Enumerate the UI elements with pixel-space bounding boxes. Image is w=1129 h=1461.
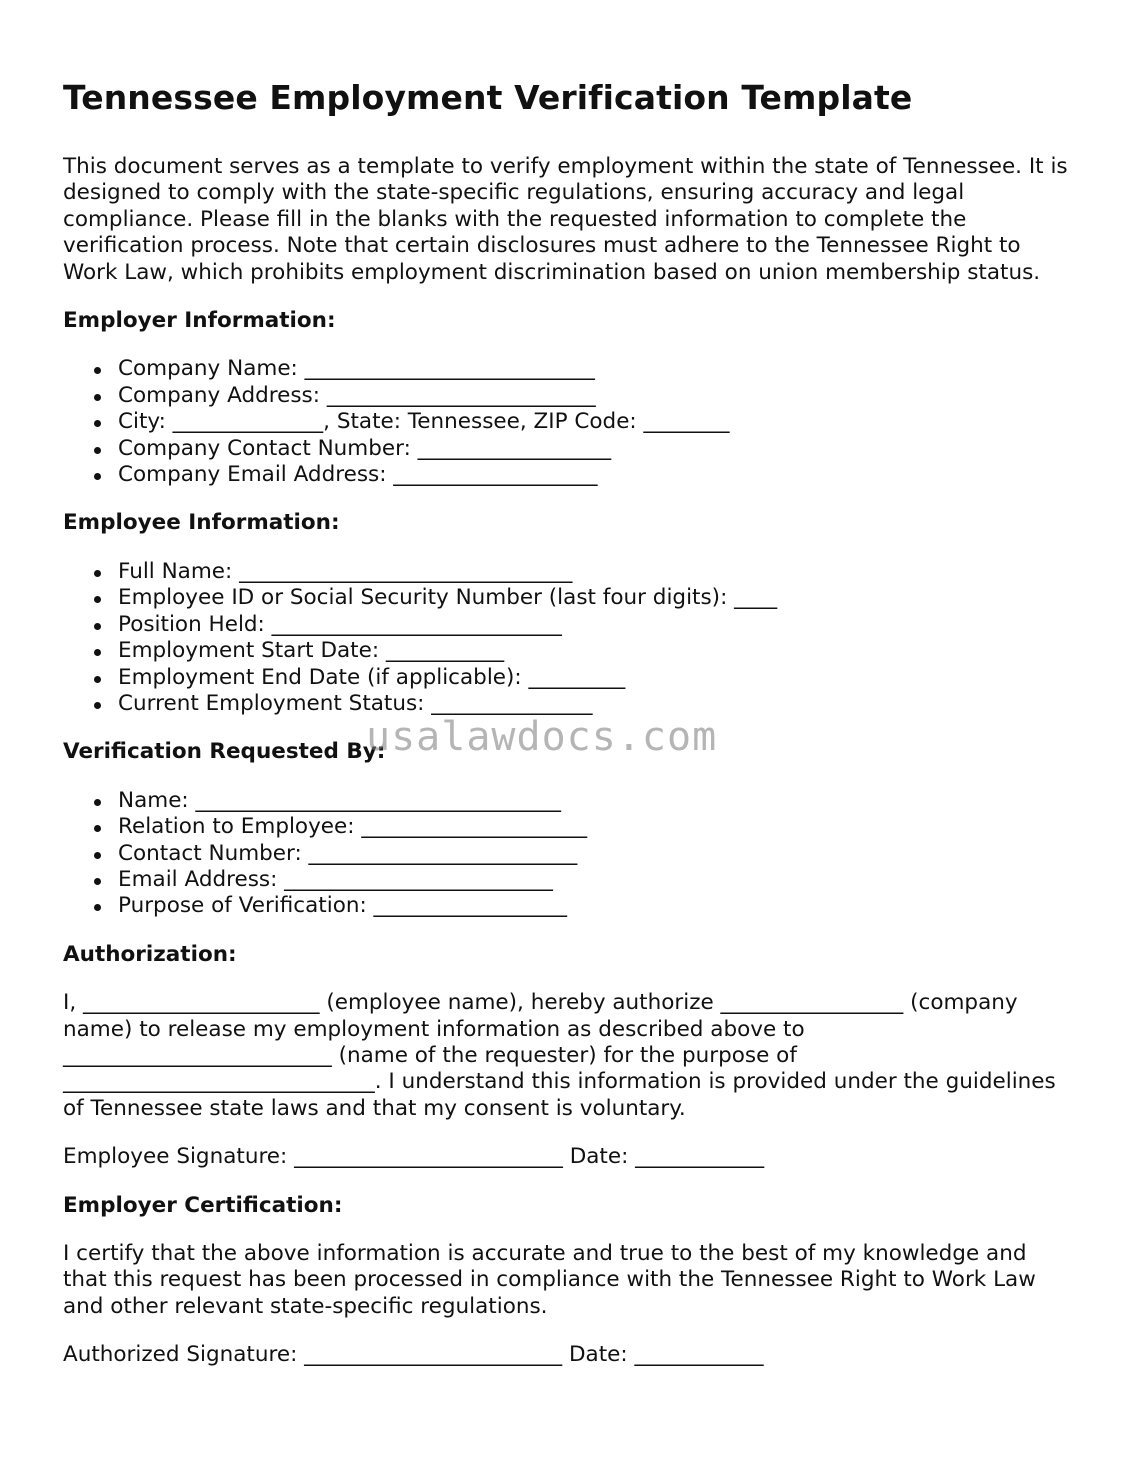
authorization-heading: Authorization: — [63, 941, 237, 967]
list-item: Position Held: ___________________________ — [118, 612, 1073, 638]
employee-info-list — [63, 559, 1073, 717]
employer-info-list — [63, 356, 1073, 488]
certification-heading: Employer Certification: — [63, 1192, 343, 1218]
authorization-paragraph: I, ______________________ (employee name), hereby authorize _________________ (company name) to release my employment information as described above to _________________________ (name of the requester) for the purpose of _____________________________. I understand this information is provided under the guidelines of Tennessee state laws and that my consent is voluntary. — [63, 990, 1056, 1121]
watermark: usalawdocs.com — [366, 714, 718, 760]
employee-info-heading: Employee Information: — [63, 510, 340, 536]
employer-info-heading: Employer Information: — [63, 308, 336, 334]
list-item: Employee ID or Social Security Number (last four digits): ____ — [118, 585, 1073, 611]
list-item: Email Address: _________________________ — [118, 867, 1073, 893]
document-page — [63, 76, 1073, 1391]
list-item: Company Email Address: ___________________ — [118, 462, 1073, 488]
list-item: Employment End Date (if applicable): _________ — [118, 665, 1073, 691]
list-item: Full Name: _______________________________ — [118, 559, 1073, 585]
intro-paragraph: This document serves as a template to verify employment within the state of Tennessee. It is designed to comply with the state-specific regulations, ensuring accuracy and legal compliance. Please fill in the blanks with the requested information to complete the verification process. Note that certain disclosures must adhere to the Tennessee Right to Work Law, which prohibits employment discrimination based on union membership status. — [63, 154, 1068, 285]
list-item: Company Name: ___________________________ — [118, 356, 1073, 382]
requester-list — [63, 788, 1073, 920]
authorized-signature-line: Authorized Signature: ________________________ Date: ____________ — [63, 1342, 764, 1368]
list-item: Name: __________________________________ — [118, 788, 1073, 814]
list-item: Company Contact Number: __________________ — [118, 436, 1073, 462]
list-item: Current Employment Status: _______________ — [118, 691, 1073, 717]
certification-paragraph: I certify that the above information is accurate and true to the best of my knowledge and that this request has been processed in compliance with the Tennessee Right to Work Law and other relevant state-specific regulations. — [63, 1241, 1036, 1319]
list-item: Company Address: _________________________ — [118, 383, 1073, 409]
list-item: Relation to Employee: _____________________ — [118, 814, 1073, 840]
document-title: Tennessee Employment Verification Template — [63, 78, 913, 117]
list-item: Contact Number: _________________________ — [118, 841, 1073, 867]
list-item: City: ______________, State: Tennessee, ZIP Code: ________ — [118, 409, 1073, 435]
list-item: Purpose of Verification: __________________ — [118, 893, 1073, 919]
employee-signature-line: Employee Signature: _________________________ Date: ____________ — [63, 1144, 765, 1170]
requester-heading: Verification Requested By: — [63, 739, 386, 765]
list-item: Employment Start Date: ___________ — [118, 638, 1073, 664]
